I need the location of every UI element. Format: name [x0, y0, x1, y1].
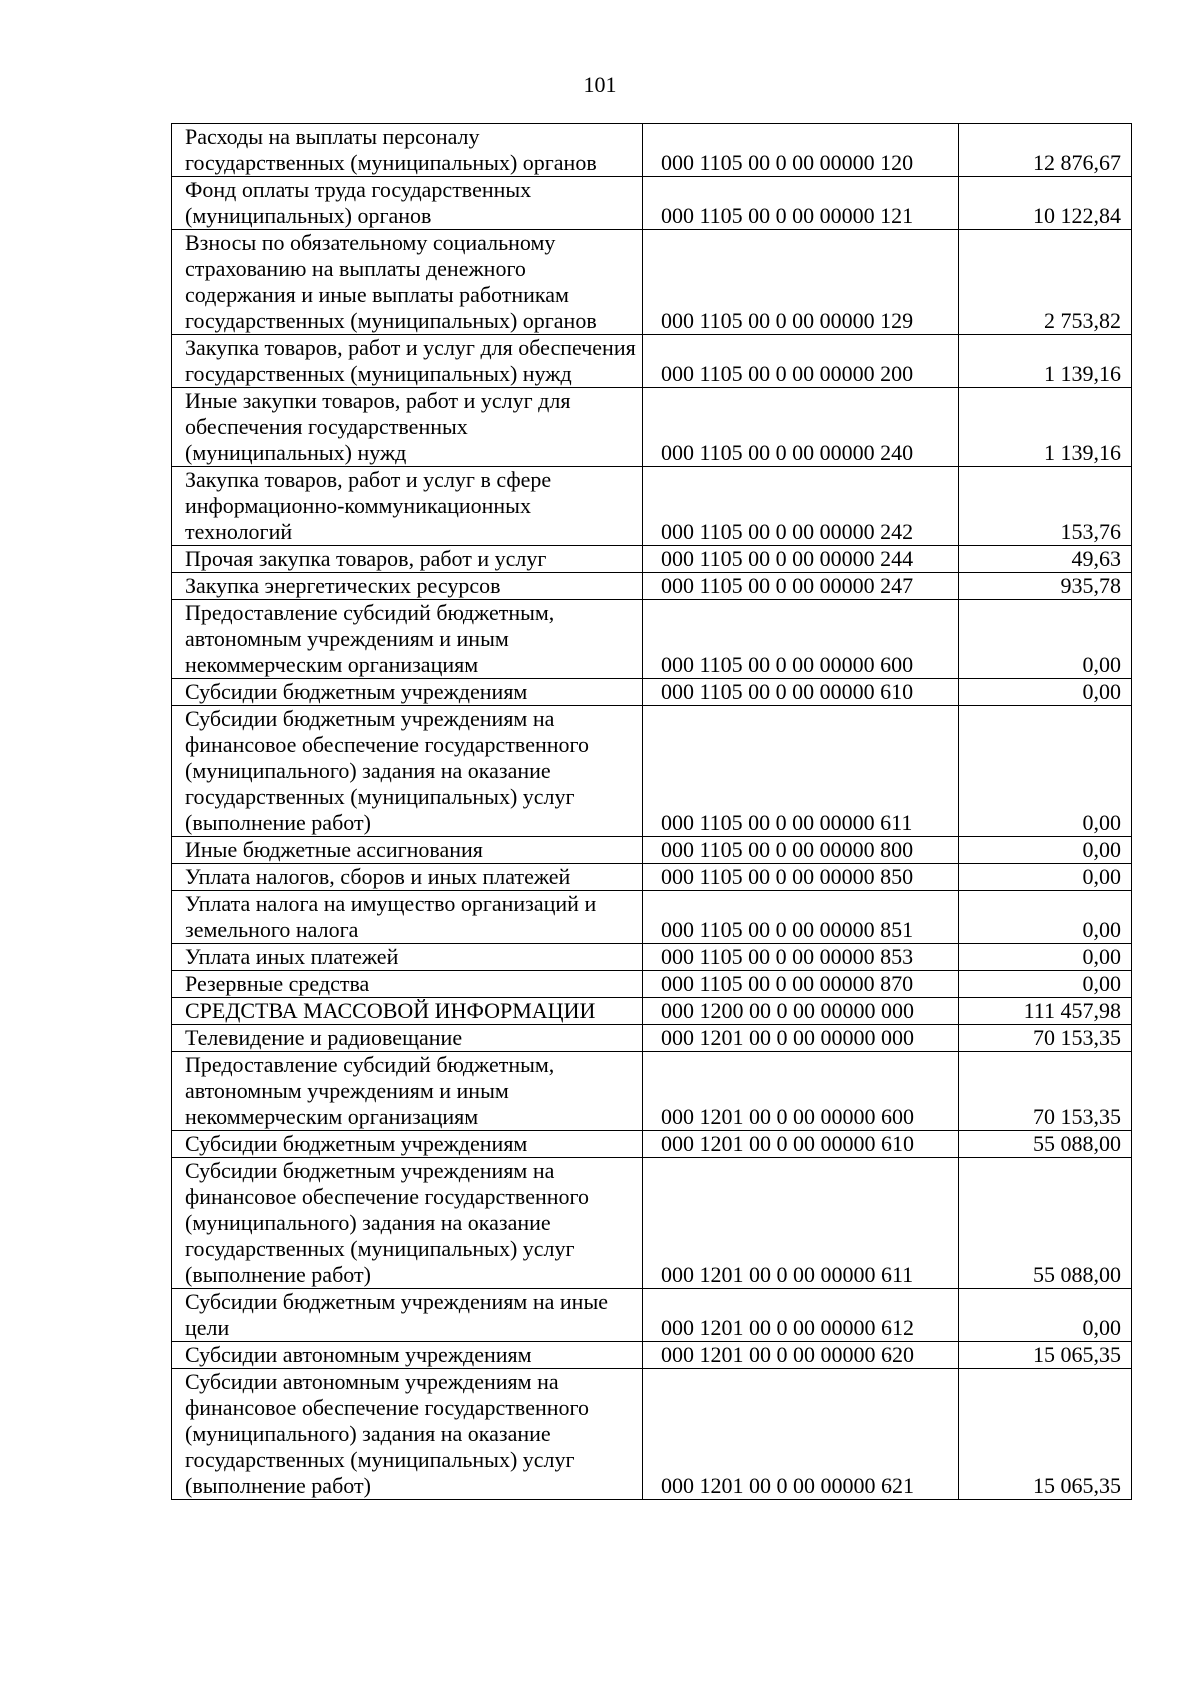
row-amount-cell: 15 065,35 [959, 1369, 1132, 1500]
row-amount-cell: 70 153,35 [959, 1025, 1132, 1052]
row-amount-cell: 1 139,16 [959, 388, 1132, 467]
table-row [172, 177, 1132, 230]
row-amount-cell: 0,00 [959, 837, 1132, 864]
table-row [172, 679, 1132, 706]
row-amount-cell: 70 153,35 [959, 1052, 1132, 1131]
budget-table-body [172, 124, 1132, 1500]
row-amount-cell: 111 457,98 [959, 998, 1132, 1025]
row-amount-cell: 0,00 [959, 706, 1132, 837]
row-name-cell: Резервные средства [172, 971, 643, 998]
row-name-cell: Субсидии бюджетным учреждениям [172, 679, 643, 706]
row-code-cell: 000 1201 00 0 00 00000 611 [643, 1158, 959, 1289]
row-amount-cell: 55 088,00 [959, 1131, 1132, 1158]
table-row [172, 971, 1132, 998]
row-name-cell: Субсидии бюджетным учреждениям на финансовое обеспечение государственного (муниципального) задания на оказание государственных (муниципальных) услуг (выполнение работ) [172, 1158, 643, 1289]
row-amount-cell: 10 122,84 [959, 177, 1132, 230]
row-code-cell: 000 1200 00 0 00 00000 000 [643, 998, 959, 1025]
table-row [172, 1342, 1132, 1369]
table-row [172, 600, 1132, 679]
row-name-cell: Субсидии бюджетным учреждениям на финансовое обеспечение государственного (муниципального) задания на оказание государственных (муниципальных) услуг (выполнение работ) [172, 706, 643, 837]
row-code-cell: 000 1105 00 0 00 00000 870 [643, 971, 959, 998]
table-row [172, 467, 1132, 546]
row-name-cell: Уплата иных платежей [172, 944, 643, 971]
page-number: 101 [583, 72, 617, 97]
row-code-cell: 000 1105 00 0 00 00000 121 [643, 177, 959, 230]
row-code-cell: 000 1105 00 0 00 00000 611 [643, 706, 959, 837]
row-amount-cell: 0,00 [959, 971, 1132, 998]
row-code-cell: 000 1105 00 0 00 00000 850 [643, 864, 959, 891]
row-amount-cell: 0,00 [959, 679, 1132, 706]
table-row [172, 891, 1132, 944]
table-row [172, 335, 1132, 388]
row-code-cell: 000 1201 00 0 00 00000 000 [643, 1025, 959, 1052]
table-row [172, 230, 1132, 335]
row-amount-cell: 0,00 [959, 944, 1132, 971]
row-amount-cell: 0,00 [959, 864, 1132, 891]
table-row [172, 1369, 1132, 1500]
row-name-cell: Закупка товаров, работ и услуг для обеспечения государственных (муниципальных) нужд [172, 335, 643, 388]
row-code-cell: 000 1201 00 0 00 00000 620 [643, 1342, 959, 1369]
row-code-cell: 000 1105 00 0 00 00000 200 [643, 335, 959, 388]
table-row [172, 706, 1132, 837]
row-name-cell: Уплата налога на имущество организаций и земельного налога [172, 891, 643, 944]
table-row [172, 1289, 1132, 1342]
row-amount-cell: 0,00 [959, 891, 1132, 944]
table-row [172, 124, 1132, 177]
table-row [172, 388, 1132, 467]
row-code-cell: 000 1105 00 0 00 00000 240 [643, 388, 959, 467]
table-row [172, 1158, 1132, 1289]
row-name-cell: Фонд оплаты труда государственных (муниципальных) органов [172, 177, 643, 230]
row-name-cell: Взносы по обязательному социальному страхованию на выплаты денежного содержания и иные выплаты работникам государственных (муниципальных) органов [172, 230, 643, 335]
row-name-cell: Предоставление субсидий бюджетным, автономным учреждениям и иным некоммерческим организациям [172, 1052, 643, 1131]
row-amount-cell: 0,00 [959, 1289, 1132, 1342]
row-amount-cell: 1 139,16 [959, 335, 1132, 388]
row-code-cell: 000 1201 00 0 00 00000 600 [643, 1052, 959, 1131]
table-row [172, 944, 1132, 971]
row-name-cell: Субсидии бюджетным учреждениям на иные цели [172, 1289, 643, 1342]
row-name-cell: Уплата налогов, сборов и иных платежей [172, 864, 643, 891]
table-row [172, 1025, 1132, 1052]
row-code-cell: 000 1105 00 0 00 00000 853 [643, 944, 959, 971]
row-amount-cell: 153,76 [959, 467, 1132, 546]
row-code-cell: 000 1105 00 0 00 00000 610 [643, 679, 959, 706]
row-name-cell: Прочая закупка товаров, работ и услуг [172, 546, 643, 573]
row-code-cell: 000 1105 00 0 00 00000 800 [643, 837, 959, 864]
row-amount-cell: 55 088,00 [959, 1158, 1132, 1289]
row-code-cell: 000 1105 00 0 00 00000 600 [643, 600, 959, 679]
row-code-cell: 000 1105 00 0 00 00000 129 [643, 230, 959, 335]
row-amount-cell: 15 065,35 [959, 1342, 1132, 1369]
table-row [172, 573, 1132, 600]
table-row [172, 998, 1132, 1025]
row-name-cell: Телевидение и радиовещание [172, 1025, 643, 1052]
row-name-cell: Расходы на выплаты персоналу государственных (муниципальных) органов [172, 124, 643, 177]
row-name-cell: Субсидии автономным учреждениям [172, 1342, 643, 1369]
table-row [172, 837, 1132, 864]
row-name-cell: Закупка энергетических ресурсов [172, 573, 643, 600]
row-code-cell: 000 1201 00 0 00 00000 621 [643, 1369, 959, 1500]
row-code-cell: 000 1105 00 0 00 00000 247 [643, 573, 959, 600]
row-amount-cell: 49,63 [959, 546, 1132, 573]
row-code-cell: 000 1105 00 0 00 00000 244 [643, 546, 959, 573]
row-name-cell: Субсидии автономным учреждениям на финансовое обеспечение государственного (муниципального) задания на оказание государственных (муниципальных) услуг (выполнение работ) [172, 1369, 643, 1500]
row-amount-cell: 2 753,82 [959, 230, 1132, 335]
row-code-cell: 000 1105 00 0 00 00000 242 [643, 467, 959, 546]
row-name-cell: Предоставление субсидий бюджетным, автономным учреждениям и иным некоммерческим организациям [172, 600, 643, 679]
row-amount-cell: 935,78 [959, 573, 1132, 600]
table-row [172, 1131, 1132, 1158]
row-amount-cell: 12 876,67 [959, 124, 1132, 177]
row-name-cell: Иные закупки товаров, работ и услуг для обеспечения государственных (муниципальных) нужд [172, 388, 643, 467]
row-name-cell: СРЕДСТВА МАССОВОЙ ИНФОРМАЦИИ [172, 998, 643, 1025]
table-row [172, 1052, 1132, 1131]
row-code-cell: 000 1105 00 0 00 00000 851 [643, 891, 959, 944]
row-amount-cell: 0,00 [959, 600, 1132, 679]
table-row [172, 546, 1132, 573]
row-name-cell: Субсидии бюджетным учреждениям [172, 1131, 643, 1158]
row-code-cell: 000 1201 00 0 00 00000 612 [643, 1289, 959, 1342]
row-name-cell: Закупка товаров, работ и услуг в сфере информационно-коммуникационных технологий [172, 467, 643, 546]
row-name-cell: Иные бюджетные ассигнования [172, 837, 643, 864]
budget-table [171, 123, 1132, 1500]
row-code-cell: 000 1201 00 0 00 00000 610 [643, 1131, 959, 1158]
row-code-cell: 000 1105 00 0 00 00000 120 [643, 124, 959, 177]
table-row [172, 864, 1132, 891]
